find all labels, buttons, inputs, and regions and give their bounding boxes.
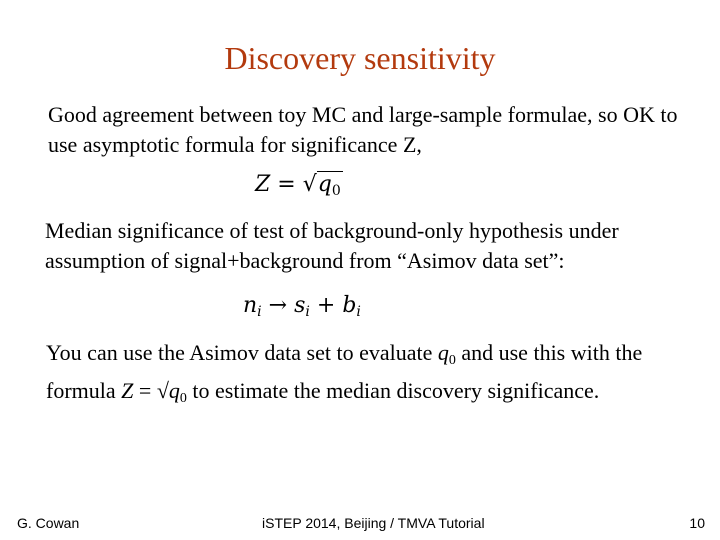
formula-plus: + <box>316 293 336 318</box>
asimov-formula <box>243 293 361 320</box>
p3-q-subscript: 0 <box>448 353 456 368</box>
sqrt-expression <box>303 172 343 199</box>
formula-s-subscript: i <box>305 304 310 320</box>
p3-eq: = √ <box>133 378 169 403</box>
footer-author: G. Cowan <box>17 515 80 531</box>
intro-paragraph: Good agreement between toy MC and large-sample formulae, so OK to use asymptotic formula for significance Z, <box>48 102 678 157</box>
formula-n-subscript: i <box>257 304 262 320</box>
p3-post: to estimate the median discovery significance. <box>186 378 600 403</box>
formula-equals: = <box>277 172 296 197</box>
p3-q: q <box>437 340 449 365</box>
p3-pre: You can use the Asimov data set to evaluate <box>46 340 438 365</box>
p3-z: Z <box>121 378 134 403</box>
formula-arrow: → <box>268 293 288 318</box>
formula-b: b <box>342 293 357 318</box>
sqrt-sign: √ <box>302 172 317 197</box>
p3-q2: q <box>168 378 180 403</box>
significance-formula <box>255 172 343 199</box>
radicand <box>317 171 343 197</box>
formula-z: Z <box>255 172 271 197</box>
formula-n: n <box>243 293 258 318</box>
asimov-paragraph <box>46 338 706 414</box>
formula-s: s <box>294 293 306 318</box>
formula-q-subscript: 0 <box>331 183 341 199</box>
formula-b-subscript: i <box>356 304 361 320</box>
slide-title: Discovery sensitivity <box>224 40 496 76</box>
median-paragraph: Median significance of test of background-only hypothesis under assumption of signal+background from “Asimov data set”: <box>45 218 619 273</box>
p3-mid: and use this with the formula <box>46 340 643 403</box>
formula-q: q <box>317 172 332 197</box>
p3-q2-subscript: 0 <box>179 391 187 406</box>
footer-event: iSTEP 2014, Beijing / TMVA Tutorial <box>262 515 485 531</box>
footer-page-number: 10 <box>689 515 705 531</box>
